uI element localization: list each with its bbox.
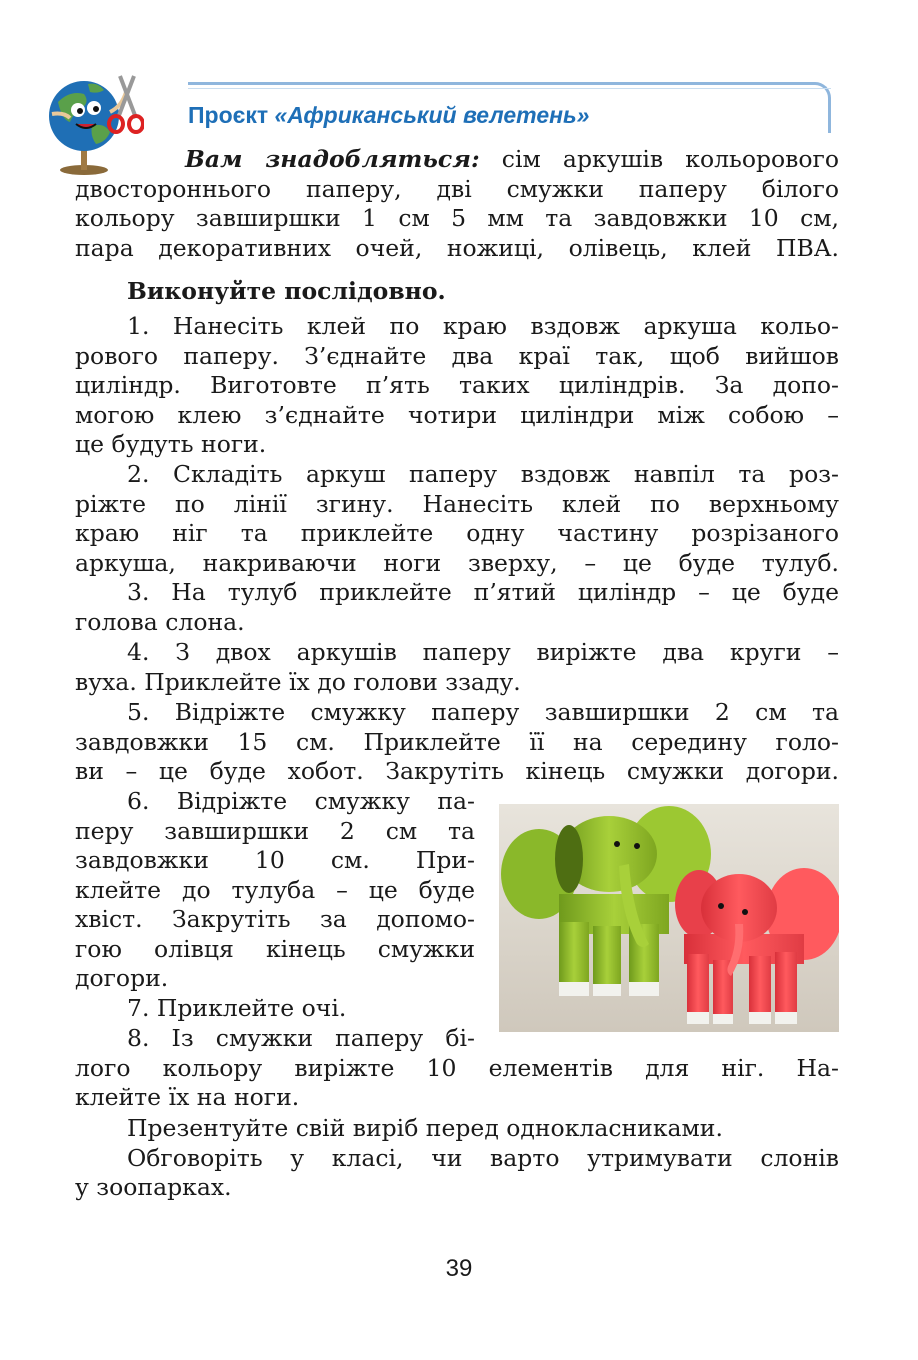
step-1: 1. Нанесіть клей по краю вздовж аркуша кольо- рового паперу. З’єднайте два краї так, щоб вийшов циліндр. Виготовте п’ять таких циліндрів. За допо- могою клею з’єднайте чотири циліндри між собою – це будуть ноги. [75, 312, 839, 458]
step-7: 7. Приклейте очі. [127, 994, 347, 1022]
materials-paragraph [75, 145, 839, 263]
materials-line-2: двостороннього паперу, дві смужки паперу білого [75, 174, 839, 203]
materials-line-3: кольору завширшки 1 см 5 мм та завдовжки 10 см, [75, 204, 839, 232]
materials-line-1: сім аркушів кольорового [479, 145, 839, 173]
step-5: 5. Відріжте смужку паперу завширшки 2 см та завдовжки 15 см. Приклейте її на середину голо- ви – це буде хобот. Закрутіть кінець смужки догори. [75, 698, 839, 785]
materials-lead: Вам знадобляться: [185, 145, 480, 173]
step-2: 2. Складіть аркуш паперу вздовж навпіл та роз- ріжте по лінії згину. Нанесіть клей по верхньому краю ніг та приклейте одну частину розрізаного аркуша, накриваючи ноги зверху, – це буде тулуб. [75, 460, 839, 577]
closing-line-1: Презентуйте свій виріб перед однокласниками. [127, 1114, 723, 1142]
closing-paragraph [75, 1114, 839, 1203]
materials-line-4: пара декоративних очей, ножиці, олівець, клей ПВА. [75, 233, 839, 262]
project-name: «Африканський велетень» [274, 102, 590, 128]
step-4: 4. З двох аркушів паперу виріжте два круги – вуха. Приклейте їх до голови ззаду. [75, 638, 839, 696]
page-number: 39 [445, 1255, 473, 1282]
instructions-heading: Виконуйте послідовно. [127, 277, 446, 305]
closing-line-3: у зоопарках. [75, 1173, 232, 1201]
closing-line-2: Обговоріть у класі, чи варто утримувати слонів [127, 1143, 839, 1172]
paper-elephants-photo [499, 804, 839, 1032]
step-3: 3. На тулуб приклейте п’ятий циліндр – це буде голова слона. [75, 578, 839, 636]
step-8: 8. Із смужки паперу бі- лого кольору виріжте 10 елементів для ніг. На- клейте їх на ноги. [75, 1024, 839, 1111]
project-title [188, 102, 589, 129]
step-6: 6. Відріжте смужку па- перу завширшки 2 см та завдовжки 10 см. При- клейте до тулуба – це буде хвіст. Закрутіть за допомо- гою олівця кінець смужки догори. [75, 787, 475, 992]
project-title-prefix: Проєкт [188, 102, 275, 128]
